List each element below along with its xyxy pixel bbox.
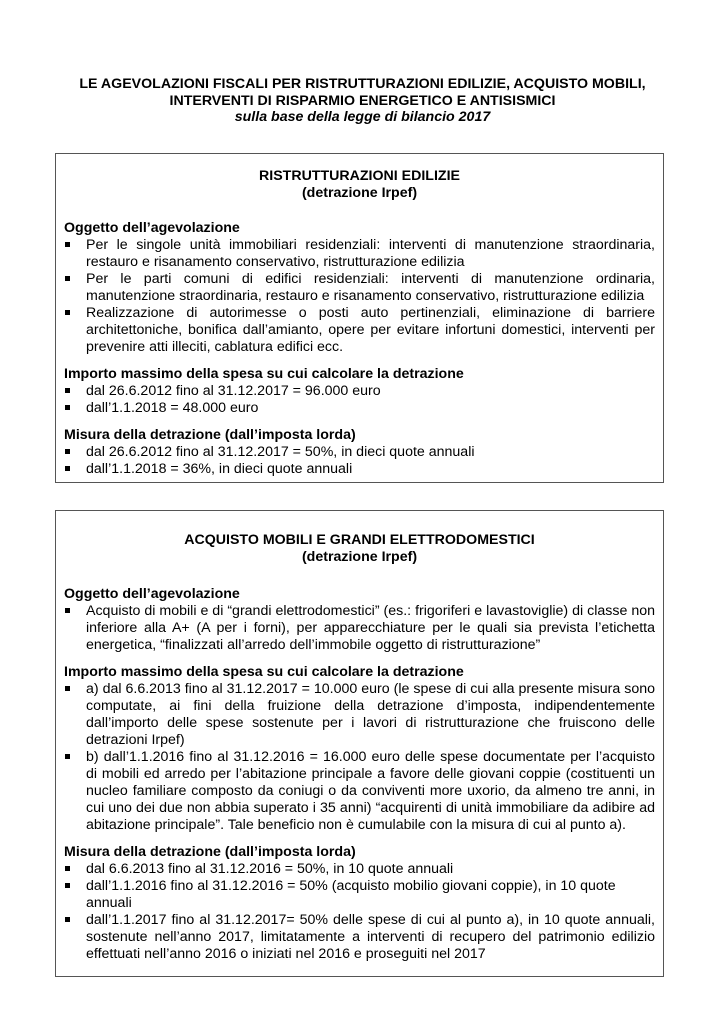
list-item: [64, 912, 655, 963]
section-title-misura: Misura della detrazione (dall’imposta lorda): [64, 844, 356, 860]
document-title: [40, 76, 685, 126]
title-line-1: LE AGEVOLAZIONI FISCALI PER RISTRUTTURAZIONI EDILIZIE, ACQUISTO MOBILI,: [79, 76, 646, 92]
list-item-text: b) dall’1.1.2016 fino al 31.12.2016 = 16.000 euro delle spese documentate per l’acquisto di mobili ed arredo per l’abitazione principale a favore delle giovani coppie (costituenti un nucleo familiare composto da coniugi o da conviventi more uxorio, da almeno tre anni, in cui uno dei due non abbia superato i 35 anni) “acquirenti di unità immobiliare da adibire ad abitazione principale”. Tale beneficio non è cumulabile con la misura di cui al punto a).: [86, 749, 655, 833]
square-bullet-icon: [65, 276, 70, 281]
square-bullet-icon: [65, 917, 70, 922]
box-heading-subtitle: (detrazione Irpef): [301, 185, 418, 201]
importo-list: [64, 681, 655, 834]
square-bullet-icon: [65, 686, 70, 691]
square-bullet-icon: [65, 608, 70, 613]
list-item-text: a) dal 6.6.2013 fino al 31.12.2017 = 10.000 euro (le spese di cui alla presente misura sono computate, ai fini della fruizione della detrazione d’imposta, indipendentemente dall’importo delle spese sostenute per i lavori di ristrutturazione che fruiscono delle detrazioni Irpef): [86, 681, 655, 748]
list-item-text: dall’1.1.2017 fino al 31.12.2017= 50% delle spese di cui al punto a), in 10 quote annuali, sostenute nell’anno 2017, limitatamente a interventi di recupero del patrimonio edilizio effettuati nell’anno 2016 o iniziati nel 2016 e proseguiti nel 2017: [86, 912, 655, 962]
list-item: [64, 383, 655, 400]
square-bullet-icon: [65, 388, 70, 393]
list-item-text: Per le singole unità immobiliari residenziali: interventi di manutenzione straordinaria, restauro e risanamento conservativo, ristrutturazione edilizia: [86, 237, 655, 270]
misura-list: [64, 444, 655, 478]
acquisto-mobili-box: [55, 510, 664, 977]
list-item: [64, 861, 655, 878]
square-bullet-icon: [65, 466, 70, 471]
box-heading-title: ACQUISTO MOBILI E GRANDI ELETTRODOMESTICI: [184, 532, 535, 548]
list-item-text: dall’1.1.2018 = 48.000 euro: [86, 400, 259, 416]
list-item-text: Realizzazione di autorimesse o posti auto pertinenziali, eliminazione di barriere architettoniche, bonifica dall’amianto, opere per evitare infortuni domestici, interventi per prevenire atti illeciti, cablatura edifici ecc.: [86, 305, 655, 355]
square-bullet-icon: [65, 310, 70, 315]
square-bullet-icon: [65, 242, 70, 247]
square-bullet-icon: [65, 866, 70, 871]
section-title-oggetto: Oggetto dell’agevolazione: [64, 586, 240, 602]
square-bullet-icon: [65, 883, 70, 888]
square-bullet-icon: [65, 449, 70, 454]
section-title-misura: Misura della detrazione (dall’imposta lorda): [64, 427, 356, 443]
misura-list: [64, 861, 655, 963]
list-item: [64, 681, 655, 749]
list-item-text: dal 26.6.2012 fino al 31.12.2017 = 96.000 euro: [86, 383, 381, 399]
square-bullet-icon: [65, 754, 70, 759]
list-item-text: dall’1.1.2016 fino al 31.12.2016 = 50% (acquisto mobilio giovani coppie), in 10 quote annuali: [86, 878, 616, 911]
list-item-text: Per le parti comuni di edifici residenziali: interventi di manutenzione ordinaria, manutenzione straordinaria, restauro e risanamento conservativo, ristrutturazione edilizia: [86, 271, 655, 304]
section-title-importo: Importo massimo della spesa su cui calcolare la detrazione: [64, 664, 464, 680]
list-item: [64, 603, 655, 654]
list-item: [64, 878, 655, 912]
list-item-text: dall’1.1.2018 = 36%, in dieci quote annuali: [86, 461, 353, 477]
list-item-text: Acquisto di mobili e di “grandi elettrodomestici” (es.: frigoriferi e lavastoviglie) di classe non inferiore alla A+ (A per i forni), per apparecchiature per le quali sia prevista l’etichetta energetica, “finalizzati all’arredo dell’immobile oggetto di ristrutturazione”: [86, 603, 655, 653]
oggetto-list: [64, 603, 655, 654]
list-item-text: dal 6.6.2013 fino al 31.12.2016 = 50%, in 10 quote annuali: [86, 861, 454, 877]
ristrutturazioni-box: [55, 153, 664, 483]
list-item: [64, 749, 655, 834]
box-heading-subtitle: (detrazione Irpef): [301, 549, 418, 565]
list-item: [64, 271, 655, 305]
square-bullet-icon: [65, 405, 70, 410]
list-item: [64, 400, 655, 417]
list-item: [64, 461, 655, 478]
box-heading: [64, 532, 655, 566]
section-title-importo: Importo massimo della spesa su cui calcolare la detrazione: [64, 366, 464, 382]
list-item: [64, 305, 655, 356]
box-heading: [64, 168, 655, 202]
importo-list: [64, 383, 655, 417]
box-heading-title: RISTRUTTURAZIONI EDILIZIE: [259, 168, 460, 184]
title-line-2: INTERVENTI DI RISPARMIO ENERGETICO E ANTISISMICI: [169, 92, 556, 109]
section-title-oggetto: Oggetto dell’agevolazione: [64, 220, 240, 236]
list-item: [64, 444, 655, 461]
title-subtitle: sulla base della legge di bilancio 2017: [234, 109, 491, 125]
list-item: [64, 237, 655, 271]
list-item-text: dal 26.6.2012 fino al 31.12.2017 = 50%, in dieci quote annuali: [86, 444, 475, 460]
oggetto-list: [64, 237, 655, 356]
